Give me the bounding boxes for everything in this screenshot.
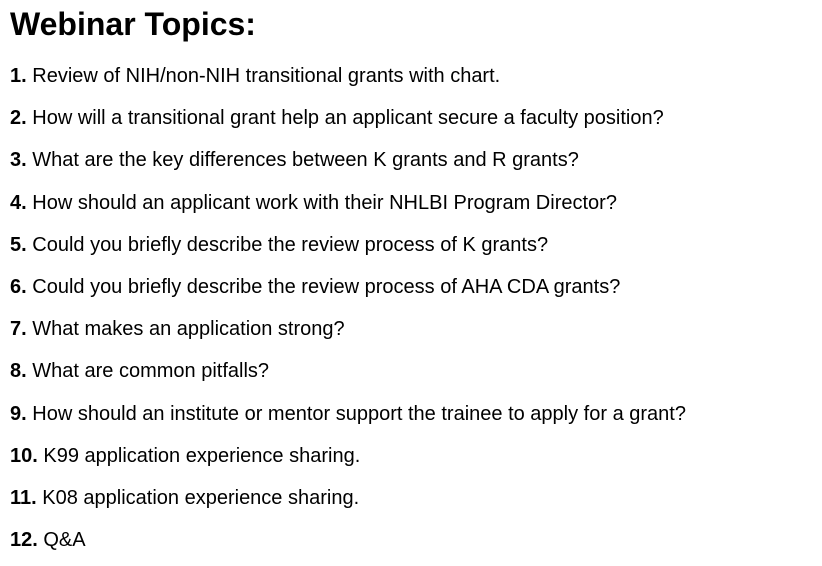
topic-item-9 xyxy=(10,398,686,440)
topic-item-8 xyxy=(10,355,686,397)
topic-text: What are common pitfalls? xyxy=(32,360,270,383)
topic-item-5 xyxy=(10,229,686,271)
topic-text: How should an institute or mentor support the trainee to apply for a grant? xyxy=(32,402,686,425)
topic-item-12 xyxy=(10,524,686,566)
topic-item-1 xyxy=(10,60,686,102)
topic-number: 5. xyxy=(10,233,27,256)
topic-text: How should an applicant work with their NHLBI Program Director? xyxy=(32,191,617,214)
topic-text: What makes an application strong? xyxy=(32,318,345,341)
topic-item-6 xyxy=(10,271,686,313)
topic-text: Q&A xyxy=(43,529,86,552)
topic-number: 11. xyxy=(10,486,37,509)
topic-text: How will a transitional grant help an applicant secure a faculty position? xyxy=(32,107,664,130)
topic-number: 10. xyxy=(10,444,38,467)
topic-text: Could you briefly describe the review process of AHA CDA grants? xyxy=(32,275,621,298)
page-title: Webinar Topics: xyxy=(10,6,256,42)
topic-number: 2. xyxy=(10,107,27,130)
topic-number: 8. xyxy=(10,360,27,383)
topic-number: 6. xyxy=(10,275,27,298)
topic-number: 9. xyxy=(10,402,27,425)
topic-item-4 xyxy=(10,187,686,229)
topic-text: K99 application experience sharing. xyxy=(43,444,361,467)
topic-item-7 xyxy=(10,313,686,355)
topic-number: 1. xyxy=(10,65,27,87)
topic-number: 12. xyxy=(10,529,38,552)
topic-number: 7. xyxy=(10,318,27,341)
topic-list xyxy=(10,60,686,566)
topic-item-2 xyxy=(10,102,686,144)
topic-text: K08 application experience sharing. xyxy=(42,486,360,509)
topic-number: 4. xyxy=(10,191,27,214)
topic-text: Could you briefly describe the review process of K grants? xyxy=(32,233,549,256)
topic-text: Review of NIH/non-NIH transitional grants with chart. xyxy=(32,65,501,87)
topic-number: 3. xyxy=(10,149,27,172)
topic-item-10 xyxy=(10,440,686,482)
topic-item-11 xyxy=(10,482,686,524)
topic-text: What are the key differences between K grants and R grants? xyxy=(32,149,579,172)
topic-item-3 xyxy=(10,144,686,186)
